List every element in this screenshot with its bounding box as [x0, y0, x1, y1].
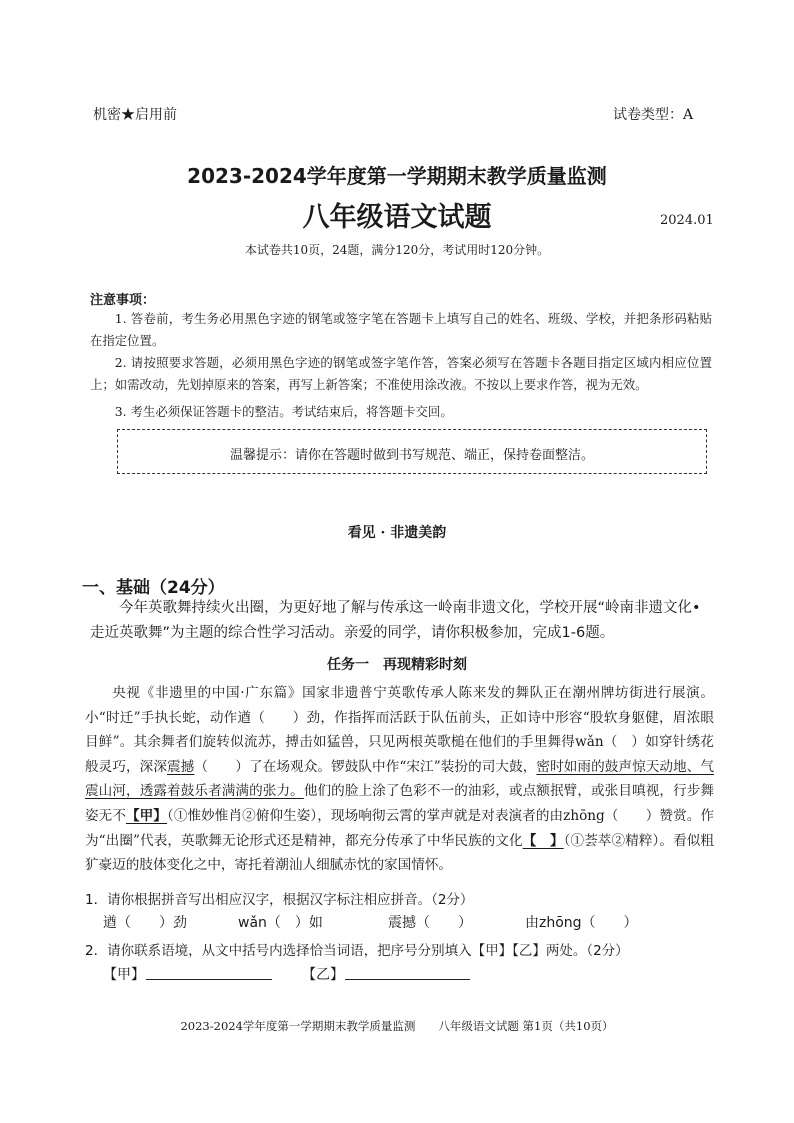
q1-item: 遒（ ）劲 [103, 915, 187, 931]
notes-heading: 注意事项： [90, 293, 156, 308]
theme-title: 看见 · 非遗美韵 [347, 525, 447, 541]
exam-meta: 本试卷共10页，24题，满分120分，考试用时120分钟。 [244, 243, 550, 257]
tip-box [117, 429, 707, 474]
reading-passage [85, 681, 714, 878]
note-item: 1. 答卷前，考生务必用黑色字迹的钢笔或签字笔在答题卡上填写自己的姓名、班级、学校，并把条形码粘贴在指定位置。 [90, 311, 712, 348]
page-footer: 2023-2024学年度第一学期期末教学质量监测 八年级语文试题 第1页（共10页） [180, 1019, 614, 1033]
subject-title: 八年级语文试题 [302, 202, 492, 233]
answer-line-jia[interactable] [146, 979, 272, 980]
question-1: 1．请你根据拼音写出相应汉字，根据汉字标注相应拼音。（2分） [85, 892, 474, 908]
passage-text: 央视《非遗里的中国·广东篇》国家非遗普宁英歌传承人陈来发的舞队正在潮州牌坊街进行展演。小“时迁”手执长蛇，动作遒（ ）劲，作指挥而活跃于队伍前头，正如诗中形容“股软身躯健，眉浓眼目鲜”。其余舞者们旋转似流苏，搏击如猛兽，只见两根英歌槌在他们的手里舞得wǎn（ ）如穿针绣花般灵巧，深深 [85, 685, 714, 775]
q1-item: wǎn（ ）如 [238, 915, 323, 931]
passage-text: （①惟妙惟肖②俯仰生姿），现场响彻云霄的掌声就是对表演者的由zhōng（ ）赞赏。作为“出圈”代表，英歌舞无论形式还是精神，都充分传承了中华民族的文化 [85, 807, 714, 849]
passage-text-underlined: 密时如雨的鼓声惊天动地、气震山河，透露着鼓乐者满满的张力。 [85, 758, 715, 800]
blank-marker-jia: 【甲】 [125, 807, 167, 824]
question-2: 2．请你联系语境，从文中括号内选择恰当词语，把序号分别填入【甲】【乙】两处。（2分） [85, 943, 629, 959]
passage-text: （ ）了在场观众。锣鼓队中作“宋江”装扮的司大鼓， [194, 758, 537, 775]
passage-text: （①荟萃②精粹）。看似粗犷豪迈的肢体变化之中，寄托着潮汕人细腻赤忱的家国情怀。 [85, 832, 715, 874]
paper-type-label: 试卷类型：A [613, 107, 694, 123]
confidential-label: 机密★启用前 [93, 107, 177, 123]
section-heading: 一、基础（24分） [82, 578, 225, 598]
exam-title: 2023-2024学年度第一学期期末教学质量监测 [187, 164, 607, 188]
passage-text: 他们的脸上涂了色彩不一的油彩，或点额抿臂，或张目嗔视，行步舞姿无不 [85, 783, 714, 824]
exam-date: 2024.01 [660, 213, 714, 228]
note-item: 2. 请按照要求答题，必须用黑色字迹的钢笔或签字笔作答，答案必须写在答题卡各题目指定区域内相应位置上；如需改动，先划掉原来的答案，再写上新答案；不准使用涂改液。不按以上要求作答，视为无效。 [90, 355, 712, 392]
task-heading: 任务一 再现精彩时刻 [327, 657, 467, 673]
answer-label-yi: 【乙】 [302, 967, 344, 983]
tip-text: 温馨提示：请你在答题时做到书写规范、端正，保持卷面整洁。 [229, 448, 594, 463]
answer-line-yi[interactable] [345, 979, 470, 980]
passage-text-underlined: 震撼 [167, 758, 195, 775]
section-intro: 今年英歌舞持续火出圈，为更好地了解与传承这一岭南非遗文化，学校开展“岭南非遗文化•走近英歌舞”为主题的综合性学习活动。亲爱的同学，请你积极参加，完成1-6题。 [90, 600, 701, 641]
q1-item: 震撼（ ） [388, 915, 472, 931]
q1-item: 由zhōng（ ） [525, 915, 638, 931]
answer-label-jia: 【甲】 [103, 967, 145, 983]
note-item: 3. 考生必须保证答题卡的整洁。考试结束后，将答题卡交回。 [114, 404, 453, 419]
blank-marker-yi: 【 】 [522, 832, 564, 849]
